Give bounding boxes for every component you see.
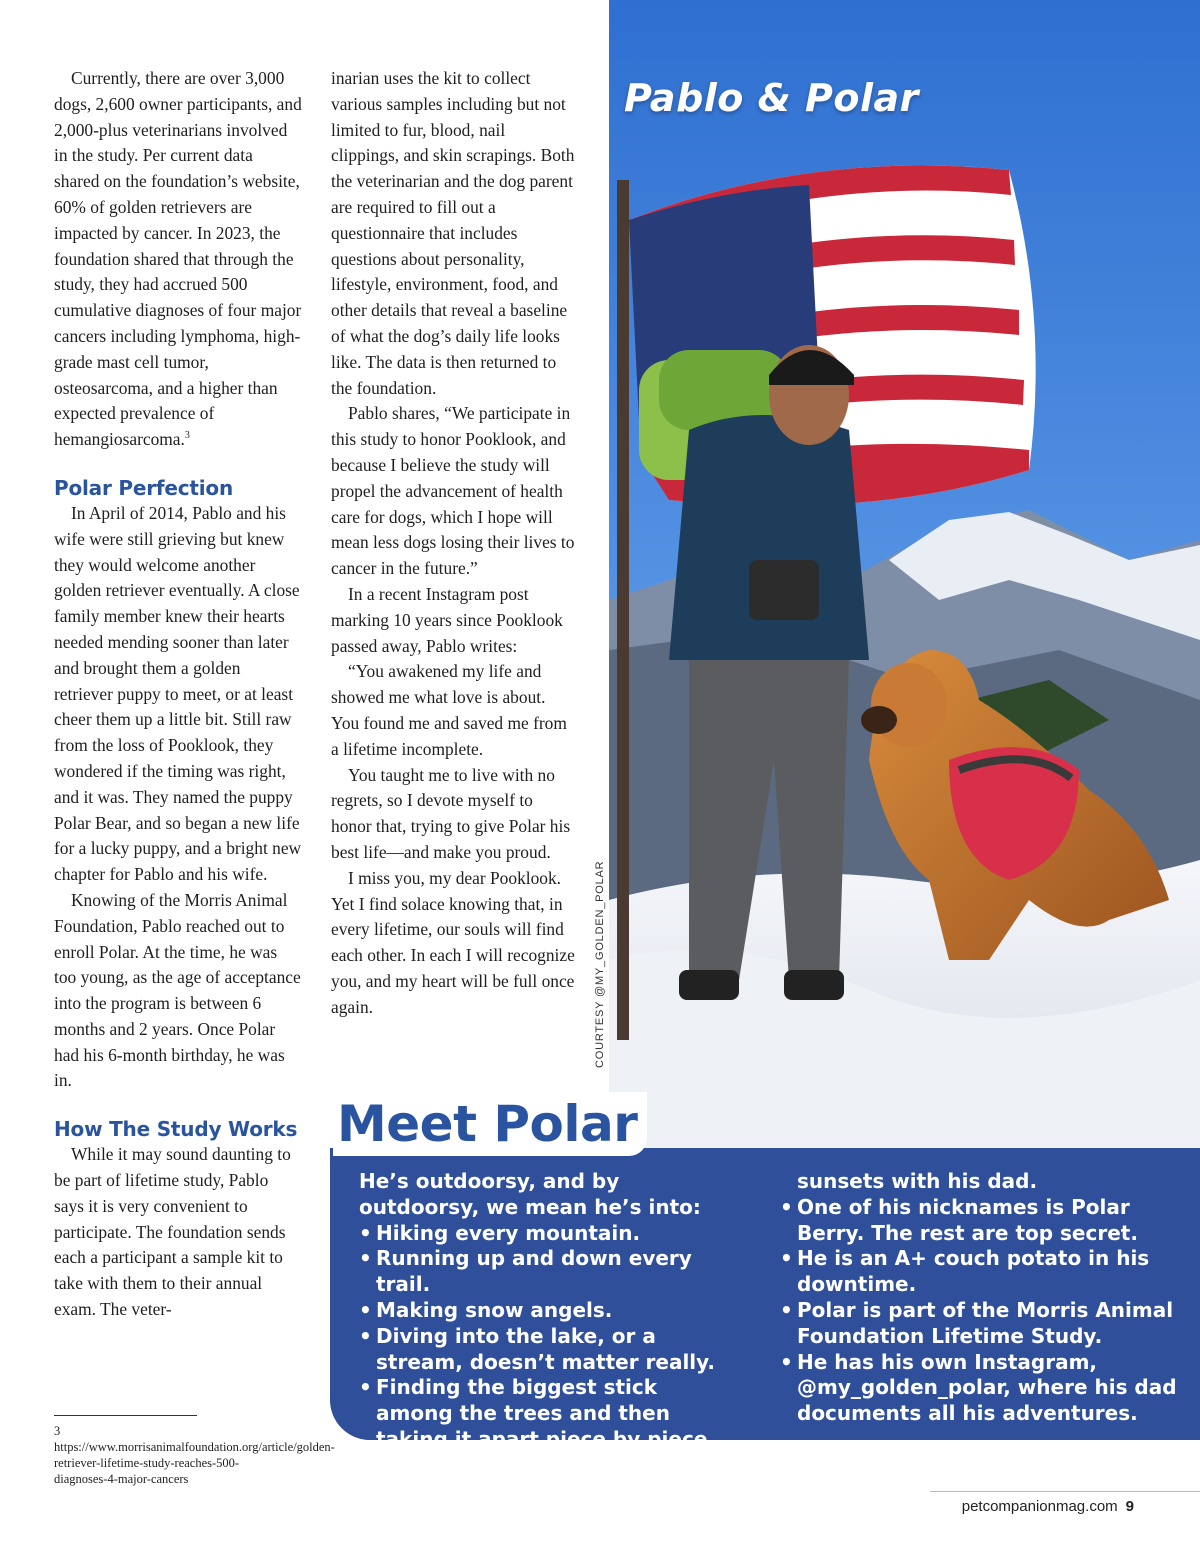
list-item: • One of his nicknames is Polar Berry. The rest are top secret. — [780, 1195, 1180, 1247]
list-item: • He is an A+ couch potato in his downtime. — [780, 1246, 1180, 1298]
list-item: • Polar is part of the Morris Animal Foundation Lifetime Study. — [780, 1298, 1180, 1350]
list-item: • Hiking every mountain. — [359, 1221, 739, 1247]
footnote-divider — [54, 1415, 197, 1416]
paragraph: Knowing of the Morris Animal Foundation, Pablo reached out to enroll Polar. At the time, he was too young, as the age of acceptance into the program is between 6 months and 2 years. Once Polar had his 6-month birthday, he was in. — [54, 889, 301, 1091]
meet-polar-list-2 — [780, 1169, 1180, 1427]
footer-divider — [930, 1491, 1200, 1492]
paragraph: Pablo shares, “We participate in this study to honor Pooklook, and because I believe the study will propel the advancement of health care for dogs, which I hope will mean less dogs losing their lives to cancer in the future.” — [331, 403, 575, 579]
meet-polar-column-2 — [780, 1169, 1180, 1427]
list-item: • Chilling under the blue sky and — [359, 1453, 739, 1479]
footnote-ref[interactable]: 3 — [184, 430, 190, 442]
paragraph: Currently, there are over 3,000 dogs, 2,600 owner participants, and 2,000-plus veterinarians involved in the study. Per current data shared on the foundation’s website, 60% of golden retrievers are impacted by cancer. In 2023, the foundation shared that through the study, they had accrued 500 cumulative diagnoses of four major cancers including lymphoma, high-grade mast cell tumor, osteosarcoma, and a higher than expected prevalence of hemangiosarcoma.$^3$ — [54, 68, 302, 450]
paragraph: inarian uses the kit to collect various samples including but not limited to fur, blood, nail clippings, and skin scrapings. Both the veterinarian and the dog parent are required to fill out a questionnaire that includes questions about personality, lifestyle, environment, food, and other details that reveal a baseline of what the dog’s daily life looks like. The data is then returned to the foundation. — [331, 68, 575, 398]
list-item: • He has his own Instagram, @my_golden_polar, where his dad documents all his adventures. — [780, 1350, 1180, 1427]
quote-paragraph: You taught me to live with no regrets, so I devote myself to honor that, trying to give Polar his best life—and make you proud. — [331, 764, 571, 862]
photo-illustration — [609, 0, 1200, 1148]
article-column-1 — [54, 66, 302, 1323]
paragraph: In a recent Instagram post marking 10 years since Pooklook passed away, Pablo writes: — [331, 583, 563, 656]
meet-polar-column-1 — [359, 1169, 739, 1479]
list-item: • Running up and down every trail. — [359, 1246, 739, 1298]
paragraph: While it may sound daunting to be part of lifetime study, Pablo says it is very convenient to participate. The foundation sends each a participant a sample kit to take with them to their annual exam. The veter- — [54, 1144, 291, 1320]
page-footer — [962, 1498, 1134, 1515]
article-column-2 — [331, 66, 575, 1020]
flag-pole — [617, 180, 629, 1040]
section-heading-how-study-works: How The Study Works — [54, 1117, 298, 1142]
quote-paragraph: “You awakened my life and showed me what love is about. You found me and saved me from a lifetime incomplete. — [331, 661, 567, 759]
photo-pablo-and-polar — [609, 0, 1200, 1148]
page-number: 9 — [1125, 1498, 1134, 1515]
list-item: • Making snow angels. — [359, 1298, 739, 1324]
meet-polar-title: Meet Polar — [333, 1092, 647, 1156]
meet-polar-intro: He’s outdoorsy, and by outdoorsy, we mean he’s into: — [359, 1169, 701, 1219]
meet-polar-list-1 — [359, 1221, 739, 1479]
list-item: • Diving into the lake, or a stream, doesn’t matter really. — [359, 1324, 739, 1376]
list-item-continued: sunsets with his dad. — [797, 1169, 1038, 1193]
section-heading-polar-perfection: Polar Perfection — [54, 475, 233, 500]
paragraph: In April of 2014, Pablo and his wife were still grieving but knew they would welcome another golden retriever eventually. A close family member knew their hearts needed mending sooner than later and brought them a golden retriever puppy to meet, or at least cheer them up a little bit. Still raw from the loss of Pooklook, they wondered if the timing was right, and it was. They named the puppy Polar Bear, and so began a new life for a lucky puppy, and a bright new chapter for Pablo and his wife. — [54, 502, 302, 885]
list-item: • Finding the biggest stick among the trees and then taking it apart piece by piece. — [359, 1375, 739, 1452]
photo-title: Pablo & Polar — [624, 76, 919, 120]
photo-credit: COURTESY @MY_GOLDEN_POLAR — [594, 860, 606, 1068]
footer-site[interactable]: petcompanionmag.com — [961, 1498, 1118, 1515]
quote-paragraph: I miss you, my dear Pooklook. Yet I find solace knowing that, in every lifetime, our souls will find each other. In each I will recognize you, and my heart will be full once again. — [331, 867, 575, 1017]
footnote: 3 https://www.morrisanimalfoundation.org/article/golden-retriever-lifetime-study-reaches-500-diagnoses-4-major-cancers — [54, 1424, 335, 1486]
